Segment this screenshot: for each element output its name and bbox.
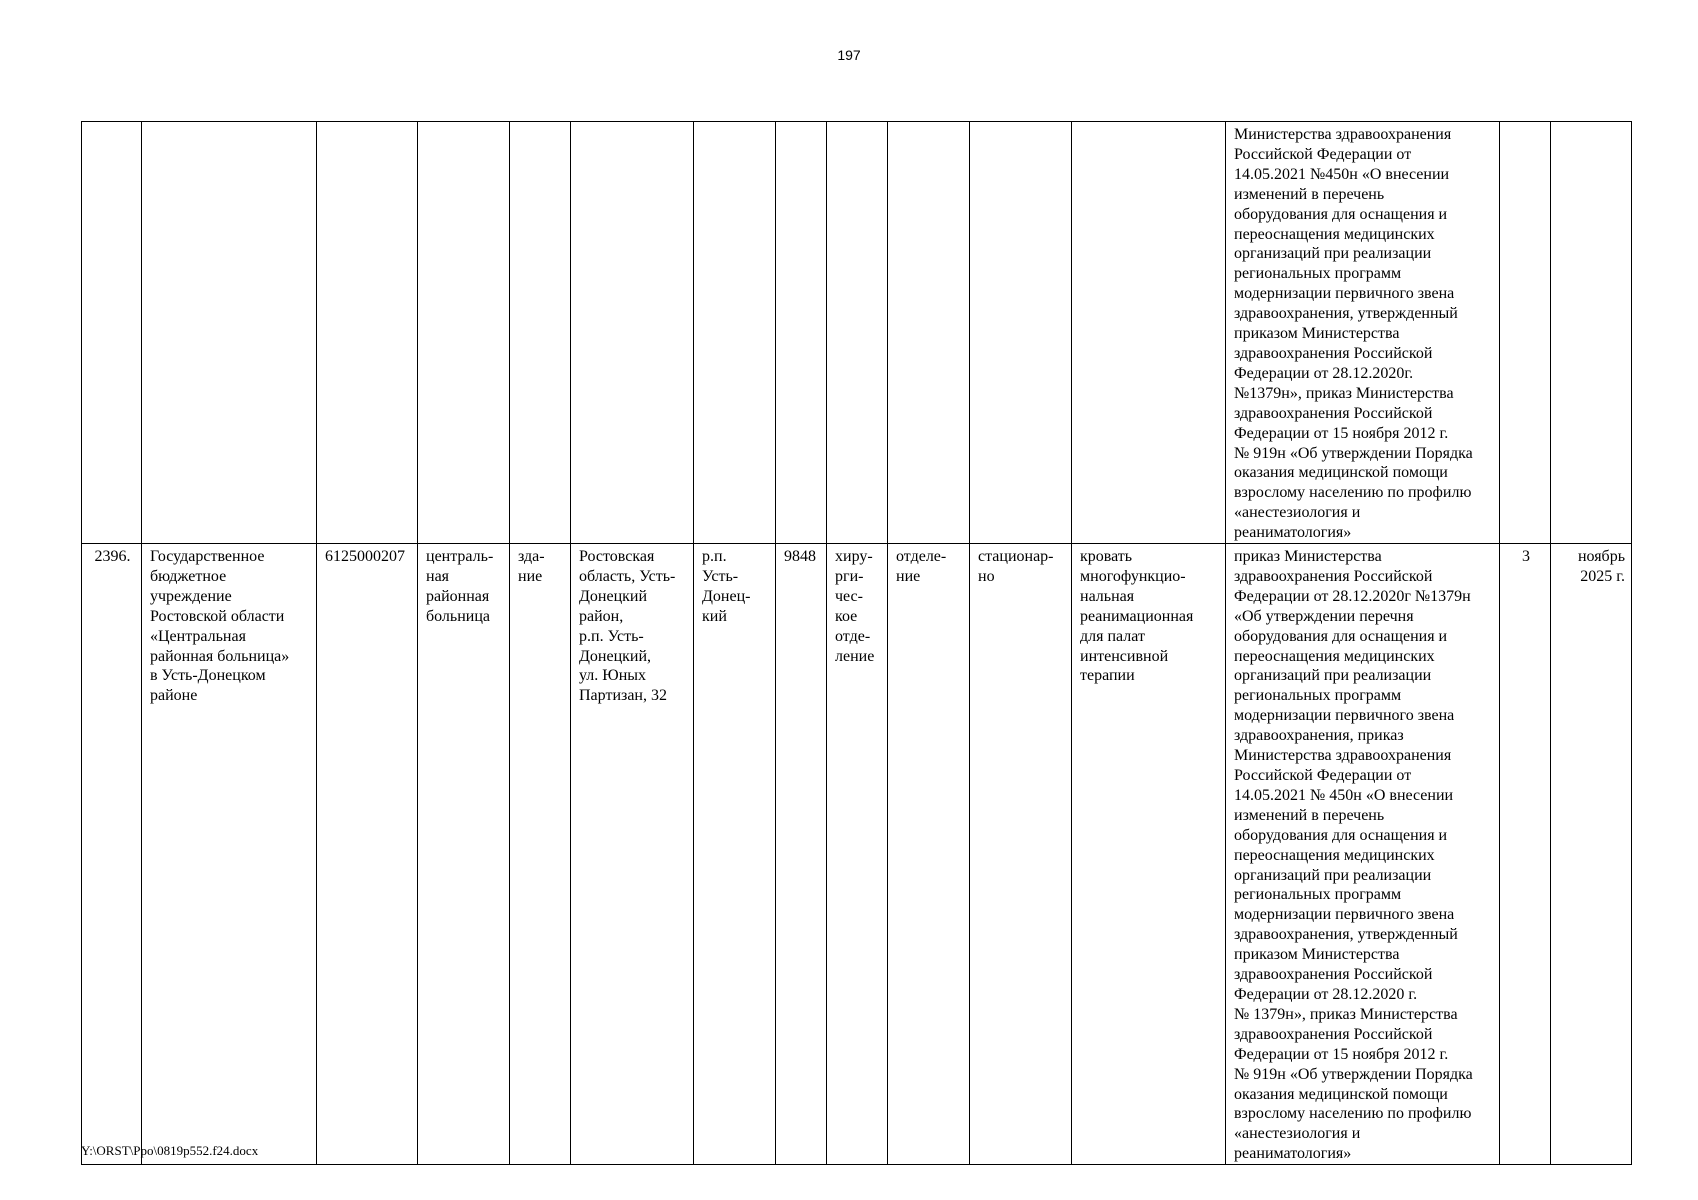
organization-type-cell <box>418 122 510 544</box>
table-row <box>82 122 1632 544</box>
row-number-cell: 2396. <box>82 544 142 1165</box>
organization-type-cell: централь- ная районная больница <box>418 544 510 1165</box>
legal-basis-cell: Министерства здравоохранения Российской Федерации от 14.05.2021 №450н «О внесении изменений в перечень оборудования для оснащения и переоснащения медицинских организаций при реализации региональных программ модернизации первичного звена здравоохранения, утвержденный приказом Министерства здравоохранения Российской Федерации от 28.12.2020г. №1379н», приказ Министерства здравоохранения Российской Федерации от 15 ноября 2012 г. № 919н «Об утверждении Порядка оказания медицинской помощи взрослому населению по профилю «анестезиология и реаниматология» <box>1226 122 1500 544</box>
institution-cell: Государственное бюджетное учреждение Ростовской области «Центральная районная больница» в Усть-Донецком районе <box>142 544 317 1165</box>
inn-cell: 6125000207 <box>317 544 418 1165</box>
object-cell: зда- ние <box>510 544 571 1165</box>
locality-cell <box>694 122 776 544</box>
unit-cell <box>888 122 970 544</box>
quantity-cell <box>1500 122 1551 544</box>
page-number: 197 <box>837 47 861 63</box>
footer-file-path: Y:\ORST\Ppo\0819p552.f24.docx <box>81 1143 259 1158</box>
care-mode-cell <box>970 122 1072 544</box>
unit-cell: отделе- ние <box>888 544 970 1165</box>
deadline-cell: ноябрь 2025 г. <box>1551 544 1632 1165</box>
care-mode-cell: стационар- но <box>970 544 1072 1165</box>
object-cell <box>510 122 571 544</box>
department-cell <box>827 122 888 544</box>
code-cell <box>776 122 827 544</box>
equipment-table <box>81 121 1632 1165</box>
locality-cell: р.п. Усть- Донец- кий <box>694 544 776 1165</box>
equipment-cell <box>1072 122 1226 544</box>
quantity-cell: 3 <box>1500 544 1551 1165</box>
department-cell: хиру- рги- чес- кое отде- ление <box>827 544 888 1165</box>
equipment-cell: кровать многофункцио- нальная реанимационная для палат интенсивной терапии <box>1072 544 1226 1165</box>
row-number-cell <box>82 122 142 544</box>
institution-cell <box>142 122 317 544</box>
inn-cell <box>317 122 418 544</box>
address-cell <box>571 122 694 544</box>
deadline-cell <box>1551 122 1632 544</box>
address-cell: Ростовская область, Усть- Донецкий район, р.п. Усть- Донецкий, ул. Юных Партизан, 32 <box>571 544 694 1165</box>
table-row <box>82 544 1632 1165</box>
code-cell: 9848 <box>776 544 827 1165</box>
legal-basis-cell: приказ Министерства здравоохранения Российской Федерации от 28.12.2020г №1379н «Об утверждении перечня оборудования для оснащения и переоснащения медицинских организаций при реализации региональных программ модернизации первичного звена здравоохранения, приказ Министерства здравоохранения Российской Федерации от 14.05.2021 № 450н «О внесении изменений в перечень оборудования для оснащения и переоснащения медицинских организаций при реализации региональных программ модернизации первичного звена здравоохранения, утвержденный приказом Министерства здравоохранения Российской Федерации от 28.12.2020 г. № 1379н», приказ Министерства здравоохранения Российской Федерации от 15 ноября 2012 г. № 919н «Об утверждении Порядка оказания медицинской помощи взрослому населению по профилю «анестезиология и реаниматология» <box>1226 544 1500 1165</box>
